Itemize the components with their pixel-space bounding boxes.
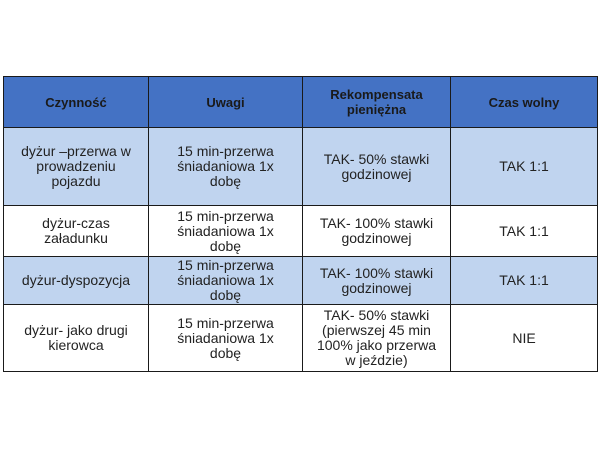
header-label: Czynność: [45, 94, 107, 110]
header-label: Rekompensata pieniężna: [330, 87, 423, 117]
cell-text: TAK- 100% stawki godzinowej: [319, 215, 434, 246]
cell-text: 15 min-przerwa śniadaniowa 1x dobę: [177, 257, 274, 303]
header-rekompensata: [303, 77, 451, 128]
table-cell: [451, 257, 598, 305]
cell-text: dyżur-dyspozycja: [21, 272, 131, 288]
table-cell: [451, 206, 598, 257]
cell-text: TAK- 50% stawki godzinowej: [323, 150, 430, 182]
cell-text: 15 min-przerwa śniadaniowa 1x dobę: [177, 143, 274, 189]
header-czynnosc: [4, 77, 149, 128]
header-label: Czas wolny: [488, 94, 560, 110]
table-cell: [149, 128, 303, 206]
table-row: [4, 305, 598, 372]
table-cell: [303, 305, 451, 372]
table-cell: [451, 128, 598, 206]
table-cell: [4, 257, 149, 305]
table-cell: [4, 305, 149, 372]
table-cell: [303, 206, 451, 257]
table-cell: [4, 206, 149, 257]
header-label: Uwagi: [206, 94, 245, 110]
table-cell: [149, 257, 303, 305]
table-cell: [303, 257, 451, 305]
table-cell: [149, 206, 303, 257]
cell-text: TAK- 50% stawki (pierwszej 45 min 100% jako przerwa w jeździe): [316, 307, 437, 368]
cell-text: dyżur- jako drugi kierowca: [24, 322, 128, 353]
cell-text: 15 min-przerwa śniadaniowa 1x dobę: [177, 207, 274, 254]
table-cell: [4, 128, 149, 206]
table-cell: [303, 128, 451, 206]
table-cell: [149, 305, 303, 372]
cell-text: NIE: [512, 329, 536, 346]
table-row: [4, 128, 598, 206]
cell-text: TAK 1:1: [499, 222, 549, 239]
table-row: [4, 257, 598, 305]
cell-text: TAK- 100% stawki godzinowej: [319, 264, 434, 296]
header-czas-wolny: [451, 77, 598, 128]
table-row: [4, 206, 598, 257]
table-cell: [451, 305, 598, 372]
cell-text: 15 min-przerwa śniadaniowa 1x dobę: [177, 314, 274, 361]
header-uwagi: [149, 77, 303, 128]
cell-text: TAK 1:1: [499, 272, 549, 288]
table-header-row: [4, 77, 598, 128]
cell-text: TAK 1:1: [499, 158, 549, 174]
cell-text: dyżur-czas załadunku: [42, 215, 110, 246]
cell-text: dyżur –przerwa w prowadzeniu pojazdu: [21, 143, 131, 189]
rules-table: [3, 76, 598, 372]
